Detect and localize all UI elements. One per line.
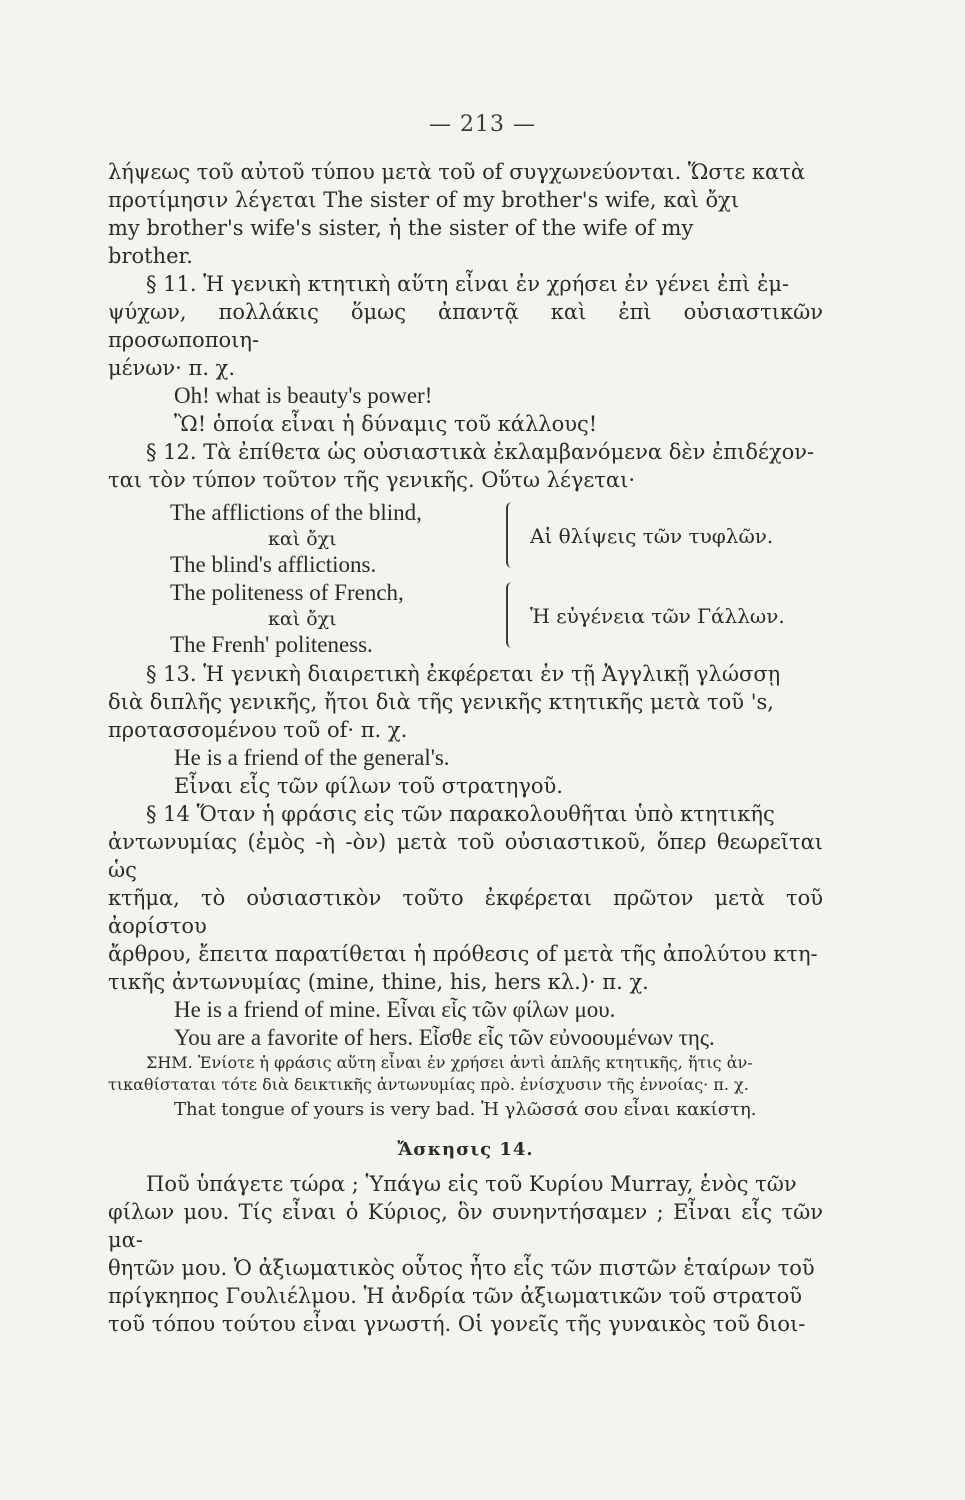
text-line: τοῦ τόπου τούτου εἶναι γνωστή. Οἱ γονεῖς τῆς γυναικὸς τοῦ διοι-: [108, 1312, 806, 1336]
exercise-text: [108, 1170, 823, 1338]
text-line: ἀντωνυμίας (ἐμὸς -ὴ -ὸν) μετὰ τοῦ οὐσιαστικοῦ, ὅπερ θεωρεῖται ὡς: [108, 830, 823, 882]
example-greek: Εἶναι εἷς τῶν φίλων τοῦ στρατηγοῦ.: [174, 774, 563, 798]
paragraph-continuation: [108, 158, 823, 270]
page-body: [108, 158, 823, 1338]
section-11: [108, 270, 823, 438]
pair-english: [170, 500, 510, 578]
text-line: λήψεως τοῦ αὐτοῦ τύπου μετὰ τοῦ of συγχωνεύονται. Ὥστε κατὰ: [108, 160, 806, 184]
section-14: [108, 800, 823, 1124]
text-line: § 11. Ἡ γενικὴ κτητικὴ αὕτη εἶναι ἐν χρήσει ἐν γένει ἐπὶ ἐμ-: [146, 272, 790, 296]
example-line: He is a friend of mine. Εἶναι εἷς τῶν φίλων μου.: [174, 997, 616, 1022]
text-line: Ποῦ ὑπάγετε τώρα ; Ὑπάγω εἰς τοῦ Κυρίου Murray, ἑνὸς τῶν: [146, 1172, 797, 1196]
pair-second: The blind's afflictions.: [170, 552, 377, 577]
pair-mid: καὶ ὄχι: [268, 608, 337, 630]
exercise-title: Ἄσκησις 14.: [397, 1139, 534, 1160]
pair-mid: καὶ ὄχι: [268, 528, 337, 550]
text-line: μένων· π. χ.: [108, 356, 236, 380]
page-number: — 213 —: [429, 112, 536, 137]
text-line: πρίγκηπος Γουλιέλμου. Ἡ ἀνδρία τῶν ἀξιωματικῶν τοῦ στρατοῦ: [108, 1284, 803, 1308]
text-line: ἄρθρου, ἔπειτα παρατίθεται ἡ πρόθεσις of μετὰ τῆς ἀπολύτου κτη-: [108, 942, 818, 966]
text-line: διὰ διπλῆς γενικῆς, ἤτοι διὰ τῆς γενικῆς κτητικῆς μετὰ τοῦ 's,: [108, 690, 774, 714]
example-greek: Ὢ! ὁποία εἶναι ἡ δύναμις τοῦ κάλλους!: [174, 412, 598, 436]
brace: [506, 582, 518, 648]
section-13: [108, 660, 823, 800]
pair-english: [170, 580, 510, 658]
comparison-pair: [108, 580, 823, 657]
example-english: He is a friend of the general's.: [174, 745, 450, 770]
example-english: Oh! what is beauty's power!: [174, 383, 433, 408]
text-line: προτασσομένου τοῦ of· π. χ.: [108, 718, 408, 742]
example-line: You are a favorite of hers. Εἶσθε εἷς τῶν εὐνοουμένων της.: [174, 1025, 715, 1050]
text-line: § 12. Τὰ ἐπίθετα ὡς οὐσιαστικὰ ἐκλαμβανόμενα δὲν ἐπιδέχον-: [146, 440, 815, 464]
comparison-pairs: [108, 500, 823, 657]
text-line: ται τὸν τύπον τοῦτον τῆς γενικῆς. Οὕτω λέγεται·: [108, 468, 636, 492]
text-line: brother.: [108, 244, 193, 268]
text-line: προτίμησιν λέγεται The sister of my brother's wife, καὶ ὄχι: [108, 188, 740, 212]
pair-greek: Ἡ εὐγένεια τῶν Γάλλων.: [530, 604, 785, 628]
text-line: θητῶν μου. Ὁ ἀξιωματικὸς οὗτος ἦτο εἷς τῶν πιστῶν ἑταίρων τοῦ: [108, 1256, 815, 1280]
text-line: ψύχων, πολλάκις ὅμως ἀπαντᾷ καὶ ἐπὶ οὐσιαστικῶν προσωποποιη-: [108, 300, 823, 352]
example-line: That tongue of yours is very bad. Ἡ γλῶσσά σου εἶναι κακίστη.: [174, 1099, 757, 1120]
text-line: φίλων μου. Τίς εἶναι ὁ Κύριος, ὃν συνηντήσαμεν ; Εἶναι εἷς τῶν μα-: [108, 1200, 823, 1252]
text-line: τικῆς ἀντωνυμίας (mine, thine, his, hers κλ.)· π. χ.: [108, 970, 649, 994]
brace: [506, 502, 518, 568]
pair-greek: Αἱ θλίψεις τῶν τυφλῶν.: [530, 524, 774, 548]
text-line: § 14 Ὅταν ἡ φράσις εἰς τῶν παρακολουθῆται ὑπὸ κτητικῆς: [146, 802, 775, 826]
text-line: § 13. Ἡ γενικὴ διαιρετικὴ ἐκφέρεται ἐν τῇ Ἀγγλικῇ γλώσσῃ: [146, 662, 781, 686]
pair-first: The politeness of French,: [170, 580, 404, 605]
text-line: κτῆμα, τὸ οὐσιαστικὸν τοῦτο ἐκφέρεται πρῶτον μετὰ τοῦ ἀορίστου: [108, 886, 823, 938]
text-line: my brother's wife's sister, ἡ the sister of the wife of my: [108, 216, 694, 240]
note-line: ΣΗΜ. Ἐνίοτε ἡ φράσις αὕτη εἶναι ἐν χρήσει ἀντὶ ἁπλῆς κτητικῆς, ἥτις ἀν-: [146, 1053, 753, 1072]
note-line: τικαθίσταται τότε διὰ δεικτικῆς ἀντωνυμίας πρὸ. ἐνίσχυσιν τῆς ἐννοίας· π. χ.: [108, 1075, 749, 1094]
section-12: [108, 438, 823, 494]
pair-second: The Frenh' politeness.: [170, 632, 373, 657]
comparison-pair: [108, 500, 823, 577]
pair-first: The afflictions of the blind,: [170, 500, 422, 525]
